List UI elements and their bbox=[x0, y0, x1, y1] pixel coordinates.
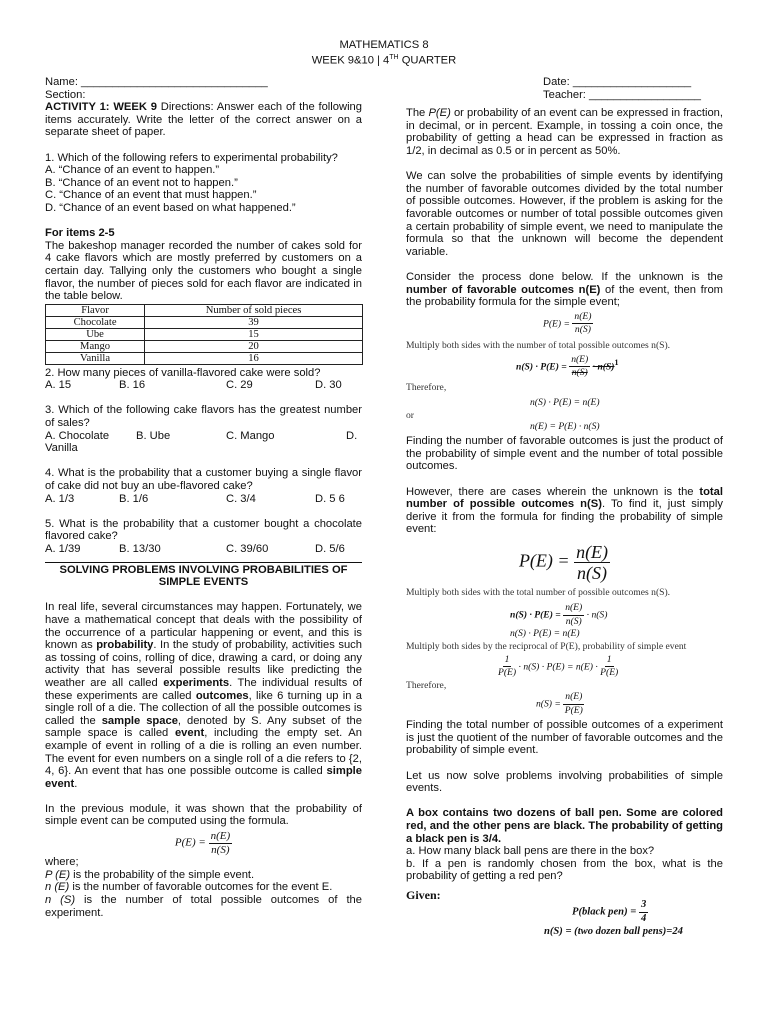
large-probability-formula: P(E) = $\frac{n(E)}{n(S)}$ bbox=[518, 542, 609, 583]
equation-4: n(E) = P(E) · n(S) bbox=[530, 420, 600, 432]
table-cell: 15 bbox=[145, 328, 363, 340]
table-header: Number of sold pieces bbox=[145, 304, 363, 316]
given-sample-space: n(S) = (two dozen ball pens)=24 bbox=[544, 925, 683, 937]
total-outcomes-summary: Finding the total number of possible outcomes of a experiment is just the quotient of the number of favorable outcomes and the probability of simple event. bbox=[406, 719, 723, 757]
equation-7: $\frac{1}{P(E)}$ · n(S) · P(E) = n(E) · $\frac{1}{P(E)}$ bbox=[498, 653, 619, 679]
definition-ne: n (E) is the number of favorable outcomes for the event E. bbox=[45, 881, 333, 894]
option-c: C. 3/4 bbox=[226, 492, 256, 505]
option-c: C. 29 bbox=[226, 379, 253, 392]
lets-solve-paragraph: Let us now solve problems involving probabilities of simple events. bbox=[406, 769, 723, 795]
option-b: B. 16 bbox=[119, 379, 146, 392]
left-column bbox=[45, 76, 362, 919]
process-paragraph: Consider the process done below. If the unknown is the number of favorable outcomes n(E) of the event, then from the probability formula for the simple event; bbox=[406, 270, 723, 309]
option-a: A. Chocolate bbox=[45, 429, 110, 442]
solving-paragraph: We can solve the probabilities of simple events by identifying the number of favorable outcomes divided by the total number of possible outcomes. However, if the problem is asking for the favorable outcomes or number of total possible outcomes given a certain probability of simple event, we need to manipulate the formula so that the unknown will become the dependent variable. bbox=[406, 170, 723, 258]
probability-formula: P(E) = $\frac{n(E)}{n(S)}$ bbox=[174, 830, 231, 856]
table-row bbox=[46, 352, 363, 364]
date-field: Date: ___________________ bbox=[543, 76, 692, 88]
equation-8: n(S) = $\frac{n(E)}{P(E)}$ bbox=[536, 690, 583, 716]
equation-1: P(E) = $\frac{n(E)}{n(S)}$ bbox=[543, 310, 592, 336]
question-1-stem: 1. Which of the following refers to experimental probability? bbox=[45, 151, 338, 164]
table-header: Flavor bbox=[46, 304, 145, 316]
section-field: Section: bbox=[45, 88, 86, 101]
option-d: D. 30 bbox=[315, 379, 342, 392]
option-a: A. 15 bbox=[45, 379, 72, 392]
document-title: MATHEMATICS 8 bbox=[339, 39, 429, 51]
note-reciprocal: Multiply both sides by the reciprocal of P(E), probability of simple event bbox=[406, 640, 687, 652]
option-d: D. 5 6 bbox=[315, 492, 345, 505]
probability-expression-paragraph: The P(E) or probability of an event can be expressed in fraction, in decimal, or in percent. Example, in tossing a coin once, the probability of getting a head can be expressed in fraction as 1/2, in decimal as 0.5 or in percent as 50%. bbox=[406, 107, 723, 157]
option-a: A. 1/39 bbox=[45, 543, 81, 555]
definition-ns: n (S) is the number of total possible outcomes of the experiment. bbox=[45, 894, 362, 919]
question-1-option-b: B. “Chance of an event not to happen.” bbox=[45, 176, 238, 189]
question-1-option-a: A. “Chance of an event to happen.” bbox=[45, 164, 220, 177]
question-4-stem: 4. What is the probability that a customer buying a single flavor of cake did not buy an ube-flavored cake? bbox=[45, 467, 362, 493]
question-2-options bbox=[45, 379, 362, 392]
items-heading: For items 2-5 bbox=[45, 227, 115, 240]
option-d: D. 5/6 bbox=[315, 543, 345, 555]
equation-5: n(S) · P(E) = $\frac{n(E)}{n(S)}$ · n(S) bbox=[510, 602, 608, 627]
option-c: C. 39/60 bbox=[226, 543, 269, 555]
probability-intro-paragraph: In real life, several circumstances may happen. Fortunately, we have a mathematical concept that deals with the possibility of the occurrence of a particular happening or event, and this is known as probability. In the study of probability, activities such as tossing of coins, rolling of dice, drawing a card, or doing any activity that has several possible results like predicting the weather are all called experiments. The individual results of these experiments are called outcomes, like 6 turning up in a single roll of a die. The collection of all the possible outcomes is called the sample space, denoted by S. Any subset of the sample space is called event, including the empty set. An example of event in rolling of a die is rolling an even number. The event for even numbers on a single roll of a die refers to {2, 4, 6}. An event that has one possible outcome is called simple event. bbox=[45, 601, 363, 790]
total-outcomes-paragraph: However, there are cases wherein the unknown is the total number of possible outcomes n(S). To find it, just simply derive it from the formula for finding the probability of simple event: bbox=[406, 485, 723, 536]
items-intro: The bakeshop manager recorded the number of cakes sold for 4 cake flavors which are mostly preferred by customers on a certain day. Tallying only the customers who bought a single flavor, the number of pieces sold for each flavor are indicated in the table below. bbox=[45, 239, 362, 303]
note-multiply-total: Multiply both sides with the total number of possible outcomes n(S). bbox=[406, 587, 671, 598]
given-label: Given: bbox=[406, 887, 441, 902]
therefore-label: Therefore, bbox=[406, 679, 447, 691]
question-5-options bbox=[45, 543, 362, 556]
problem-statement: A box contains two dozens of ball pen. Some are colored red, and the other pens are black. The probability of getting a black pen is 3/4. bbox=[406, 807, 723, 845]
table-row bbox=[46, 328, 363, 340]
name-field: Name: ______________________________ bbox=[45, 76, 268, 88]
table-row bbox=[46, 316, 363, 328]
definition-pe: P (E) is the probability of the simple event. bbox=[45, 868, 255, 881]
question-4-options bbox=[45, 493, 362, 506]
equation-2: n(S) · P(E) = $\frac{n(E)}{n(S)}$ · $n(S)^1$ bbox=[516, 353, 619, 379]
question-5-stem: 5. What is the probability that a customer bought a chocolate flavored cake? bbox=[45, 517, 362, 543]
option-b: B. 13/30 bbox=[119, 543, 161, 555]
option-b: B. 1/6 bbox=[119, 492, 149, 505]
option-c: C. Mango bbox=[226, 429, 275, 442]
problem-part-b: b. If a pen is randomly chosen from the box, what is the probability of getting a red pen? bbox=[406, 857, 723, 883]
equation-6: n(S) · P(E) = n(E) bbox=[510, 628, 580, 640]
table-row bbox=[46, 340, 363, 352]
given-probability: P(black pen) = $\frac{3}{4}$ bbox=[572, 899, 647, 925]
question-2-stem: 2. How many pieces of vanilla-flavored cake were sold? bbox=[45, 366, 321, 379]
option-a: A. 1/3 bbox=[45, 492, 75, 505]
equation-3: n(S) · P(E) = n(E) bbox=[530, 397, 600, 409]
question-1-option-d: D. “Chance of an event based on what happened.” bbox=[45, 201, 296, 214]
table-cell: Ube bbox=[46, 328, 145, 340]
favorable-outcomes-summary: Finding the number of favorable outcomes is just the product of the probability of simple event and the number of total possible outcomes. bbox=[406, 435, 723, 473]
cake-sales-table bbox=[45, 304, 363, 365]
option-d: D. bbox=[346, 429, 358, 442]
table-cell: 20 bbox=[145, 340, 363, 352]
therefore-label: Therefore, bbox=[406, 382, 447, 394]
right-column bbox=[406, 76, 723, 938]
table-header-row bbox=[46, 304, 363, 316]
problem-part-a: a. How many black ball pens are there in the box? bbox=[406, 845, 655, 858]
table-cell: 16 bbox=[145, 352, 363, 364]
table-cell: Chocolate bbox=[46, 316, 145, 328]
document-subtitle: WEEK 9&10 | 4TH QUARTER bbox=[311, 54, 457, 67]
option-b: B. Ube bbox=[136, 429, 171, 442]
question-3-stem: 3. Which of the following cake flavors has the greatest number of sales? bbox=[45, 404, 362, 430]
or-label: or bbox=[406, 409, 414, 421]
section-title: SOLVING PROBLEMS INVOLVING PROBABILITIES OF SIMPLE EVENTS bbox=[45, 562, 362, 589]
activity-directions: ACTIVITY 1: WEEK 9 Directions: Answer each of the following items accurately. Write the letter of the correct answer on a separate sheet of paper. bbox=[45, 101, 363, 139]
table-cell: Vanilla bbox=[46, 352, 145, 364]
question-3-options bbox=[45, 430, 362, 443]
note-multiply-ns: Multiply both sides with the number of total possible outcomes n(S). bbox=[406, 339, 671, 351]
table-cell: 39 bbox=[145, 316, 363, 328]
teacher-field: Teacher: __________________ bbox=[543, 88, 702, 101]
table-cell: Mango bbox=[46, 340, 145, 352]
question-1-option-c: C. “Chance of an event that must happen.” bbox=[45, 189, 257, 202]
where-label: where; bbox=[45, 856, 79, 869]
option-d-continued: Vanilla bbox=[45, 442, 78, 455]
formula-intro: In the previous module, it was shown that the probability of simple event can be computed using the formula. bbox=[45, 802, 362, 828]
